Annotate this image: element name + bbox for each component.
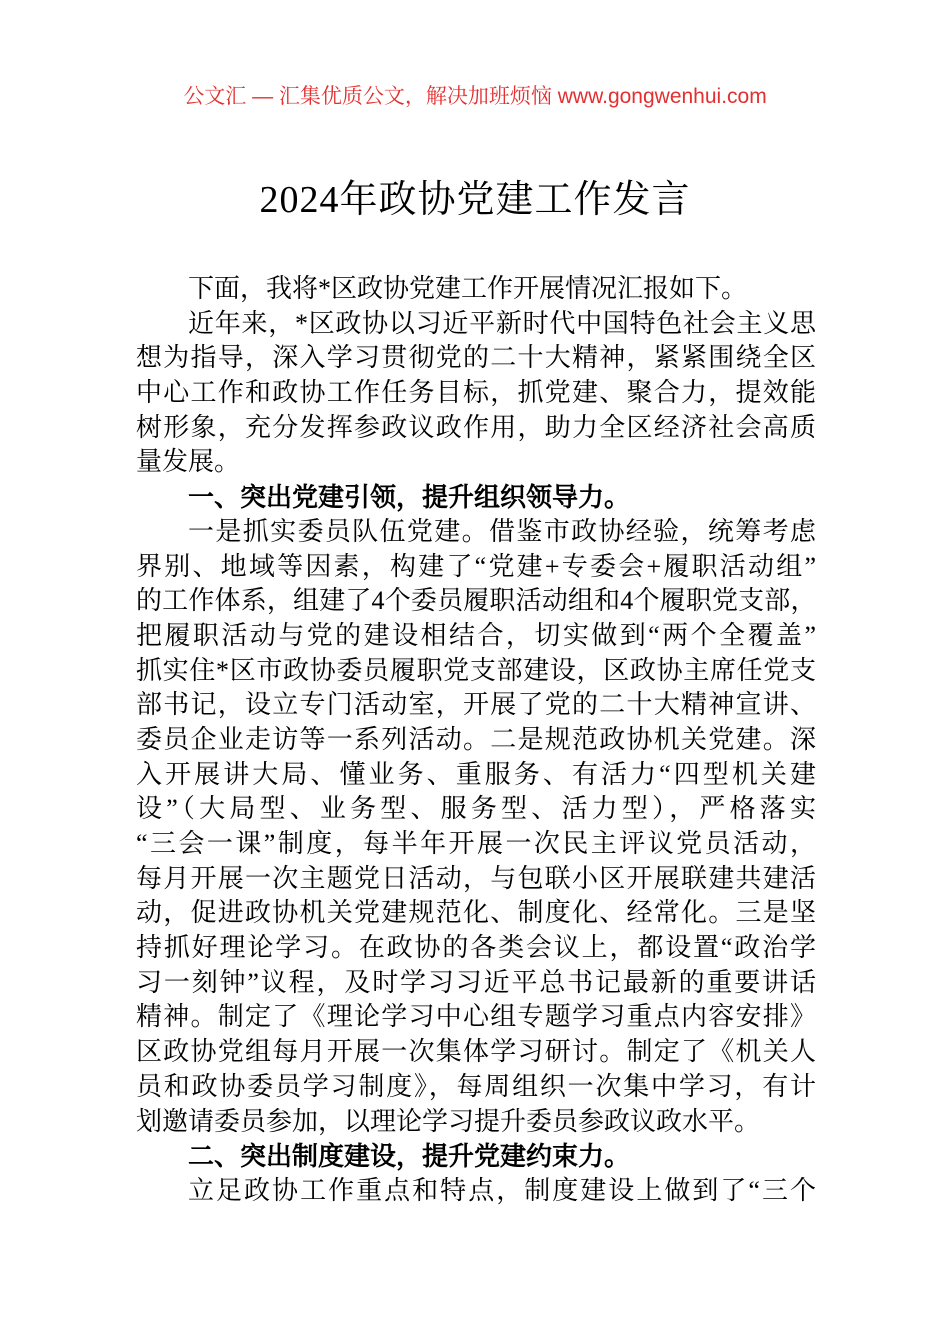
document-body [136,272,816,1209]
body-line: 习一刻钟”议程，及时学习习近平总书记最新的重要讲话 [136,967,816,997]
body-line: 立足政协工作重点和特点，制度建设上做到了“三个 [188,1175,816,1205]
body-line: 抓实住*区市政协委员履职党支部建设，区政协主席任党支 [136,655,816,685]
body-line: 精神。制定了《理论学习中心组专题学习重点内容安排》 [136,1002,816,1032]
body-line: 持抓好理论学习。在政协的各类会议上，都设置“政治学 [136,933,816,963]
body-line: “三会一课”制度，每半年开展一次民主评议党员活动， [136,829,816,858]
section-heading: 二、突出制度建设，提升党建约束力。 [188,1141,631,1172]
body-line: 想为指导，深入学习贯彻党的二十大精神，紧紧围绕全区 [136,343,816,373]
body-line: 区政协党组每月开展一次集体学习研讨。制定了《机关人 [136,1037,816,1067]
body-line: 树形象，充分发挥参政议政作用，助力全区经济社会高质 [136,412,816,442]
body-line: 下面，我将*区政协党建工作开展情况汇报如下。 [188,274,748,303]
section-heading: 一、突出党建引领，提升组织领导力。 [188,482,631,513]
body-line: 每月开展一次主题党日活动，与包联小区开展联建共建活 [136,863,816,893]
body-line: 一是抓实委员队伍党建。借鉴市政协经验，统筹考虑 [188,516,816,546]
watermark-header-text: 公文汇 — 汇集优质公文，解决加班烦恼 www.gongwenhui.com [183,85,767,108]
body-line: 界别、地域等因素，构建了“党建+专委会+履职活动组” [136,551,816,581]
body-line: 量发展。 [136,447,241,477]
body-line: 入开展讲大局、懂业务、重服务、有活力“四型机关建 [136,759,816,789]
body-line: 设”（大局型、业务型、服务型、活力型），严格落实 [136,794,816,824]
document-title: 2024年政协党建工作发言 [259,179,691,221]
body-line: 动，促进政协机关党建规范化、制度化、经常化。三是坚 [136,898,816,928]
body-line: 划邀请委员参加，以理论学习提升委员参政议政水平。 [136,1106,761,1136]
body-line: 近年来，*区政协以习近平新时代中国特色社会主义思 [188,308,816,338]
body-line: 员和政协委员学习制度》，每周组织一次集中学习，有计 [136,1071,816,1101]
body-line: 委员企业走访等一系列活动。二是规范政协机关党建。深 [136,724,816,754]
body-line: 部书记，设立专门活动室，开展了党的二十大精神宣讲、 [136,690,816,720]
body-line: 的工作体系，组建了4个委员履职活动组和4个履职党支部， [136,586,816,616]
body-line: 把履职活动与党的建设相结合，切实做到“两个全覆盖” [136,620,816,650]
body-line: 中心工作和政协工作任务目标，抓党建、聚合力，提效能 [136,378,816,408]
